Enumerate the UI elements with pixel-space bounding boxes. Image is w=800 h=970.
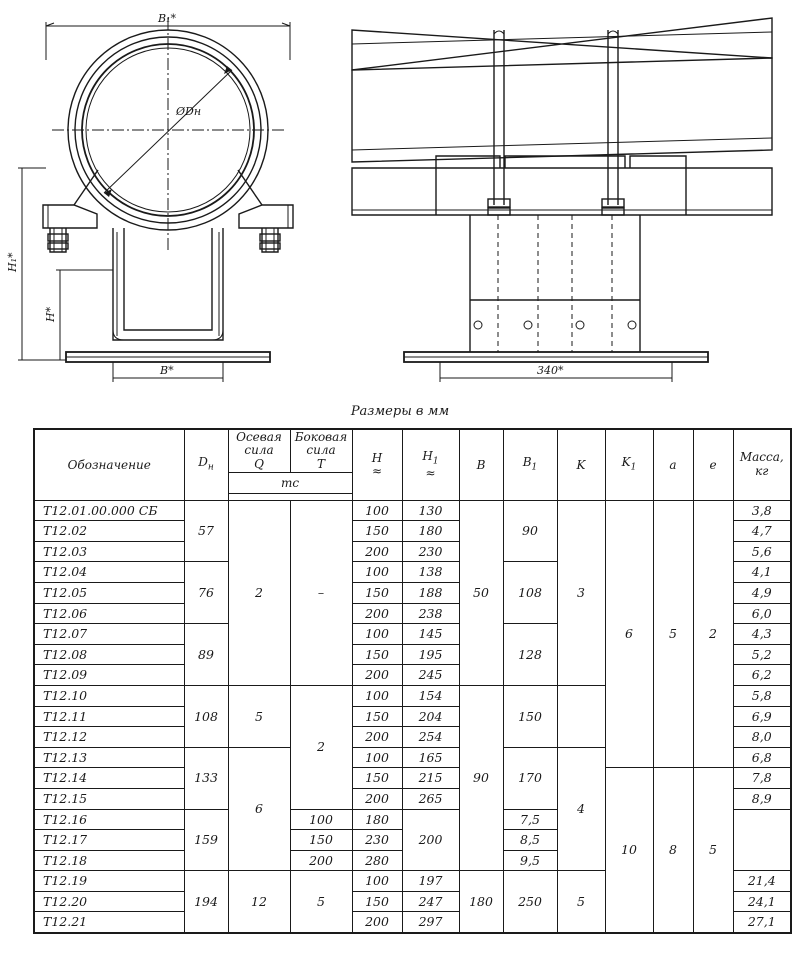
cell-designation: Т12.09 [34,665,184,686]
cell-e: 5 [693,768,733,933]
cell-h1: 247 [402,891,459,912]
header-force-units: тс [228,473,352,494]
cell-mass: 6,0 [733,603,791,624]
table-row [34,500,791,521]
cell-dn: 57 [184,500,228,562]
cell-h1: 238 [402,603,459,624]
cell-h: 200 [352,603,402,624]
cell-mass: 8,5 [503,830,557,851]
dimension-table [33,428,784,934]
cell-b1: 128 [503,624,557,686]
cell-h1: 245 [402,665,459,686]
cell-designation: Т12.14 [34,768,184,789]
cell-mass: 6,9 [733,706,791,727]
header-b1: $В_1$ [503,429,557,500]
cell-q: 2 [228,500,290,685]
cell-k [557,685,605,747]
label-diameter: ØDн [176,105,202,118]
cell-h1: 280 [352,850,402,871]
cell-h: 150 [290,830,352,851]
cell-mass: 7,8 [733,768,791,789]
cell-designation: Т12.18 [34,850,184,871]
header-lateral-force: Боковая сила T [290,429,352,473]
label-h1: H₁* [6,252,19,272]
cell-designation: Т12.13 [34,747,184,768]
cell-h: 100 [352,685,402,706]
cell-mass: 7,5 [503,809,557,830]
cell-mass: 4,1 [733,562,791,583]
cell-designation: Т12.11 [34,706,184,727]
cell-h: 150 [352,521,402,542]
cell-h: 100 [352,624,402,645]
cell-b: 180 [459,871,503,933]
cell-mass: 24,1 [733,891,791,912]
cell-b1: 200 [402,809,459,871]
cell-b: 90 [459,685,503,870]
cell-mass: 6,8 [733,747,791,768]
cell-mass: 3,8 [733,500,791,521]
cell-designation: Т12.04 [34,562,184,583]
cell-designation: Т12.08 [34,644,184,665]
cell-h1: 297 [402,912,459,933]
cell-q: 5 [228,685,290,747]
header-mass: Масса, кг [733,429,791,500]
header-dn: $D_н$ [184,429,228,500]
cell-mass: 5,8 [733,685,791,706]
header-h1: $H_1$ ≈ [402,429,459,500]
cell-dn: 133 [184,747,228,809]
cell-a: 5 [653,500,693,768]
header-b: B [459,429,503,500]
cell-h: 100 [352,747,402,768]
header-e: e [693,429,733,500]
cell-t: 2 [290,685,352,809]
cell-designation: Т12.01.00.000 СБ [34,500,184,521]
cell-designation: Т12.10 [34,685,184,706]
cell-designation: Т12.19 [34,871,184,892]
cell-q: 12 [228,871,290,933]
table-row [34,768,791,789]
header-designation: Обозначение [34,429,184,500]
cell-b: 50 [459,500,503,685]
cell-k: 3 [557,500,605,685]
cell-designation: Т12.17 [34,830,184,851]
cell-h: 150 [352,582,402,603]
cell-h: 100 [290,809,352,830]
cell-designation: Т12.12 [34,727,184,748]
cell-designation: Т12.07 [34,624,184,645]
cell-b1: 250 [503,871,557,933]
cell-h: 200 [352,912,402,933]
cell-h: 150 [352,706,402,727]
cell-h: 100 [352,871,402,892]
header-k1: $K_1$ [605,429,653,500]
cell-b1: 90 [503,500,557,562]
left-view [6,12,293,382]
cell-h1: 165 [402,747,459,768]
cell-h1: 154 [402,685,459,706]
cell-h1: 230 [402,541,459,562]
cell-designation: Т12.02 [34,521,184,542]
cell-mass: 6,2 [733,665,791,686]
cell-designation: Т12.16 [34,809,184,830]
cell-h: 150 [352,768,402,789]
cell-designation: Т12.05 [34,582,184,603]
cell-h: 150 [352,891,402,912]
cell-mass: 8,0 [733,727,791,748]
cell-h: 100 [352,500,402,521]
cell-h1: 130 [402,500,459,521]
cell-mass: 8,9 [733,788,791,809]
label-b: B* [160,364,174,377]
cell-designation: Т12.20 [34,891,184,912]
cell-h1: 230 [352,830,402,851]
cell-h1: 138 [402,562,459,583]
label-h: H* [44,306,57,322]
cell-dn: 76 [184,562,228,624]
cell-h: 200 [352,665,402,686]
right-view [352,18,772,382]
cell-designation: Т12.03 [34,541,184,562]
cell-h1: 197 [402,871,459,892]
header-k: K [557,429,605,500]
cell-dn: 89 [184,624,228,686]
cell-h1: 204 [402,706,459,727]
cell-mass: 4,7 [733,521,791,542]
cell-h: 200 [352,727,402,748]
cell-mass: 4,3 [733,624,791,645]
cell-designation: Т12.06 [34,603,184,624]
cell-mass: 21,4 [733,871,791,892]
label-length: 340* [537,364,564,377]
header-a: a [653,429,693,500]
cell-h: 200 [352,541,402,562]
header-h: H ≈ [352,429,402,500]
cell-mass: 27,1 [733,912,791,933]
cell-dn: 108 [184,685,228,747]
cell-b1: 170 [503,747,557,809]
cell-b1: 108 [503,562,557,624]
cell-h: 150 [352,644,402,665]
table-body [34,500,791,933]
header-axial-force: Осевая сила Q [228,429,290,473]
label-b1: В₁* [158,12,176,25]
cell-mass: 5,6 [733,541,791,562]
cell-designation: Т12.21 [34,912,184,933]
cell-t: – [290,500,352,685]
cell-dn: 159 [184,809,228,871]
cell-h1: 145 [402,624,459,645]
cell-t: 5 [290,871,352,933]
cell-h: 200 [290,850,352,871]
technical-drawing [0,0,800,410]
cell-h1: 180 [402,521,459,542]
cell-k1: 10 [605,768,653,933]
cell-h1: 188 [402,582,459,603]
cell-b1: 150 [503,685,557,747]
cell-mass: 4,9 [733,582,791,603]
table-caption: Размеры в мм [350,404,450,419]
cell-mass: 9,5 [503,850,557,871]
cell-h: 100 [352,562,402,583]
cell-k1: 6 [605,500,653,768]
cell-h1: 195 [402,644,459,665]
cell-e: 2 [693,500,733,768]
cell-mass: 5,2 [733,644,791,665]
cell-h1: 265 [402,788,459,809]
cell-h1: 254 [402,727,459,748]
cell-a: 8 [653,768,693,933]
cell-h1: 215 [402,768,459,789]
cell-k: 4 [557,747,605,871]
cell-h1: 180 [352,809,402,830]
cell-k: 5 [557,871,605,933]
cell-dn: 194 [184,871,228,933]
cell-designation: Т12.15 [34,788,184,809]
cell-h: 200 [352,788,402,809]
cell-q: 6 [228,747,290,871]
